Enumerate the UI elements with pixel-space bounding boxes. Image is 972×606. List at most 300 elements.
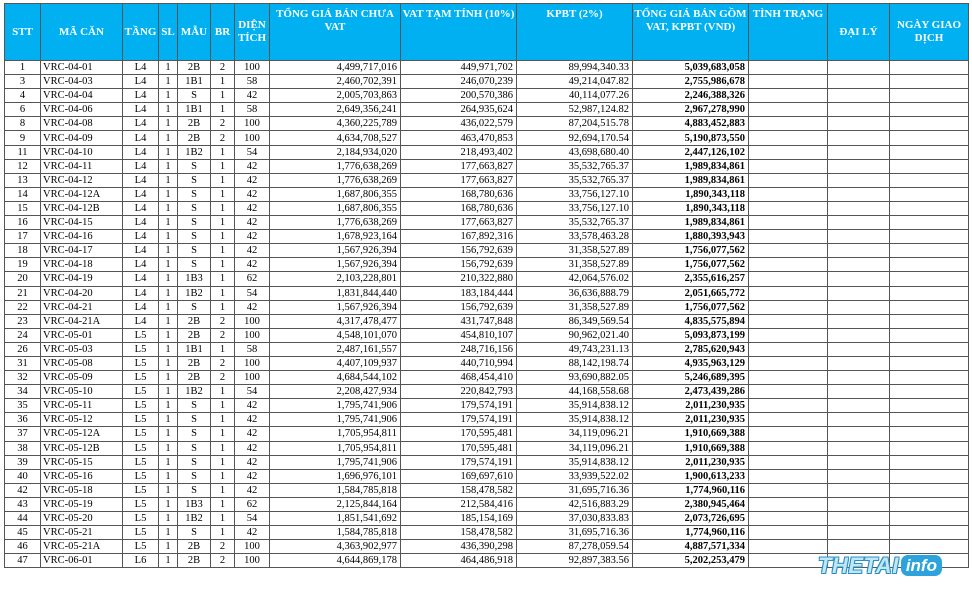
col-kpbt-cell: 49,743,231.13	[517, 342, 633, 356]
table-row	[5, 201, 969, 215]
col-tinh-trang-cell	[749, 314, 828, 328]
col-dien-tich-cell: 42	[235, 526, 270, 540]
col-br-cell: 2	[211, 117, 235, 131]
col-ma-can-header: MÃ CĂN	[41, 4, 123, 61]
col-ma-can-cell: VRC-05-21	[41, 526, 123, 540]
col-br-cell: 2	[211, 61, 235, 75]
col-vat-cell: 179,574,191	[401, 455, 517, 469]
col-tinh-trang-cell	[749, 216, 828, 230]
col-sl-cell: 1	[159, 159, 178, 173]
col-ma-can-cell: VRC-04-10	[41, 145, 123, 159]
col-tang-cell: L5	[123, 342, 159, 356]
col-stt-cell: 36	[5, 413, 41, 427]
col-ngay-giao-dich-cell	[890, 342, 969, 356]
col-tinh-trang-cell	[749, 272, 828, 286]
col-mau-cell: 1B2	[178, 286, 211, 300]
col-vat-cell: 468,454,410	[401, 371, 517, 385]
col-ma-can-cell: VRC-04-16	[41, 230, 123, 244]
table-row	[5, 413, 969, 427]
col-tinh-trang-cell	[749, 512, 828, 526]
col-sl-cell: 1	[159, 103, 178, 117]
col-dai-ly-cell	[828, 131, 890, 145]
col-ngay-giao-dich-cell	[890, 540, 969, 554]
col-sl-cell: 1	[159, 483, 178, 497]
col-tong-gia-gom-vat-cell: 4,887,571,334	[633, 540, 749, 554]
col-vat-cell: 156,792,639	[401, 258, 517, 272]
col-dien-tich-cell: 42	[235, 300, 270, 314]
col-ma-can-cell: VRC-05-12B	[41, 441, 123, 455]
table-row	[5, 300, 969, 314]
col-sl-cell: 1	[159, 399, 178, 413]
col-vat-cell: 183,184,444	[401, 286, 517, 300]
col-tinh-trang-cell	[749, 201, 828, 215]
table-row	[5, 427, 969, 441]
col-mau-cell: S	[178, 526, 211, 540]
col-dien-tich-cell: 100	[235, 314, 270, 328]
col-tang-cell: L5	[123, 483, 159, 497]
col-sl-cell: 1	[159, 314, 178, 328]
table-row	[5, 483, 969, 497]
col-dai-ly-cell	[828, 103, 890, 117]
col-stt-cell: 11	[5, 145, 41, 159]
col-tong-gia-chua-vat-cell: 2,487,161,557	[270, 342, 401, 356]
col-kpbt-cell: 34,119,096.21	[517, 441, 633, 455]
col-tang-cell: L4	[123, 145, 159, 159]
col-ma-can-cell: VRC-04-01	[41, 61, 123, 75]
col-mau-cell: S	[178, 427, 211, 441]
col-mau-cell: S	[178, 201, 211, 215]
col-tong-gia-chua-vat-cell: 2,005,703,863	[270, 89, 401, 103]
col-tong-gia-gom-vat-cell: 2,785,620,943	[633, 342, 749, 356]
col-br-cell: 1	[211, 159, 235, 173]
col-vat-cell: 167,892,316	[401, 230, 517, 244]
col-ma-can-cell: VRC-05-09	[41, 371, 123, 385]
col-tang-cell: L4	[123, 286, 159, 300]
table-row	[5, 356, 969, 370]
col-tong-gia-chua-vat-cell: 1,687,806,355	[270, 187, 401, 201]
col-tinh-trang-cell	[749, 159, 828, 173]
col-dien-tich-cell: 62	[235, 272, 270, 286]
col-tang-cell: L5	[123, 399, 159, 413]
col-tong-gia-gom-vat-cell: 2,755,986,678	[633, 75, 749, 89]
col-tinh-trang-cell	[749, 554, 828, 568]
col-ngay-giao-dich-cell	[890, 244, 969, 258]
table-row	[5, 216, 969, 230]
col-kpbt-cell: 36,636,888.79	[517, 286, 633, 300]
col-mau-cell: S	[178, 187, 211, 201]
col-dai-ly-cell	[828, 540, 890, 554]
col-mau-cell: 2B	[178, 371, 211, 385]
col-ma-can-cell: VRC-04-08	[41, 117, 123, 131]
col-dai-ly-cell	[828, 258, 890, 272]
col-tong-gia-gom-vat-cell: 1,989,834,861	[633, 159, 749, 173]
col-tinh-trang-cell	[749, 173, 828, 187]
col-tong-gia-gom-vat-cell: 1,756,077,562	[633, 300, 749, 314]
col-dai-ly-cell	[828, 244, 890, 258]
col-tong-gia-chua-vat-cell: 1,705,954,811	[270, 441, 401, 455]
col-sl-cell: 1	[159, 272, 178, 286]
col-mau-cell: S	[178, 216, 211, 230]
col-tinh-trang-cell	[749, 385, 828, 399]
col-stt-cell: 38	[5, 441, 41, 455]
col-dien-tich-cell: 62	[235, 497, 270, 511]
col-br-cell: 2	[211, 328, 235, 342]
col-tong-gia-gom-vat-cell: 5,202,253,479	[633, 554, 749, 568]
col-sl-cell: 1	[159, 441, 178, 455]
col-stt-cell: 13	[5, 173, 41, 187]
col-sl-cell: 1	[159, 540, 178, 554]
col-tinh-trang-cell	[749, 497, 828, 511]
col-tang-cell: L4	[123, 159, 159, 173]
col-mau-cell: 2B	[178, 356, 211, 370]
col-kpbt-cell: 31,358,527.89	[517, 300, 633, 314]
col-mau-cell: 2B	[178, 540, 211, 554]
col-dien-tich-cell: 54	[235, 385, 270, 399]
col-tong-gia-chua-vat-cell: 1,705,954,811	[270, 427, 401, 441]
table-header	[5, 4, 969, 61]
col-dien-tich-cell: 100	[235, 117, 270, 131]
col-tang-cell: L4	[123, 216, 159, 230]
col-tinh-trang-cell	[749, 89, 828, 103]
col-tinh-trang-cell	[749, 244, 828, 258]
col-tang-cell: L5	[123, 455, 159, 469]
col-tinh-trang-cell	[749, 117, 828, 131]
col-sl-cell: 1	[159, 554, 178, 568]
col-tong-gia-gom-vat-cell: 1,756,077,562	[633, 258, 749, 272]
col-dai-ly-cell	[828, 300, 890, 314]
col-ngay-giao-dich-cell	[890, 427, 969, 441]
col-mau-cell: S	[178, 469, 211, 483]
col-sl-cell: 1	[159, 75, 178, 89]
watermark-logo	[818, 553, 942, 579]
col-dai-ly-cell	[828, 272, 890, 286]
col-dien-tich-cell: 58	[235, 103, 270, 117]
col-vat-cell: 156,792,639	[401, 244, 517, 258]
col-stt-cell: 22	[5, 300, 41, 314]
col-tang-cell: L6	[123, 554, 159, 568]
col-br-cell: 1	[211, 483, 235, 497]
col-vat-cell: 158,478,582	[401, 526, 517, 540]
col-stt-cell: 47	[5, 554, 41, 568]
price-table	[4, 3, 969, 568]
col-ngay-giao-dich-cell	[890, 286, 969, 300]
col-br-cell: 1	[211, 441, 235, 455]
col-tong-gia-chua-vat-cell: 4,407,109,937	[270, 356, 401, 370]
col-mau-cell: S	[178, 159, 211, 173]
col-tang-cell: L5	[123, 469, 159, 483]
col-vat-cell: 212,584,416	[401, 497, 517, 511]
table-row	[5, 314, 969, 328]
col-vat-cell: 158,478,582	[401, 483, 517, 497]
col-sl-cell: 1	[159, 526, 178, 540]
col-tong-gia-gom-vat-cell: 2,967,278,990	[633, 103, 749, 117]
col-dai-ly-cell	[828, 159, 890, 173]
col-tong-gia-chua-vat-cell: 4,360,225,789	[270, 117, 401, 131]
col-stt-cell: 20	[5, 272, 41, 286]
col-dai-ly-cell	[828, 201, 890, 215]
table-row	[5, 272, 969, 286]
col-dai-ly-cell	[828, 145, 890, 159]
col-dien-tich-cell: 54	[235, 145, 270, 159]
col-br-cell: 1	[211, 385, 235, 399]
col-ma-can-cell: VRC-05-21A	[41, 540, 123, 554]
col-dai-ly-cell	[828, 117, 890, 131]
col-ma-can-cell: VRC-04-12	[41, 173, 123, 187]
col-sl-cell: 1	[159, 512, 178, 526]
table-row	[5, 61, 969, 75]
col-tong-gia-gom-vat-cell: 2,473,439,286	[633, 385, 749, 399]
col-kpbt-cell: 49,214,047.82	[517, 75, 633, 89]
col-ngay-giao-dich-cell	[890, 201, 969, 215]
col-dai-ly-cell	[828, 427, 890, 441]
table-row	[5, 230, 969, 244]
col-br-cell: 1	[211, 526, 235, 540]
col-kpbt-cell: 31,358,527.89	[517, 258, 633, 272]
col-dien-tich-cell: 58	[235, 342, 270, 356]
col-tong-gia-gom-vat-cell: 2,447,126,102	[633, 145, 749, 159]
col-br-cell: 2	[211, 131, 235, 145]
col-ngay-giao-dich-cell	[890, 230, 969, 244]
col-dien-tich-cell: 42	[235, 483, 270, 497]
col-stt-header: STT	[5, 4, 41, 61]
col-ma-can-cell: VRC-04-17	[41, 244, 123, 258]
col-tang-cell: L4	[123, 187, 159, 201]
col-vat-cell: 156,792,639	[401, 300, 517, 314]
col-tang-cell: L4	[123, 230, 159, 244]
col-br-cell: 1	[211, 413, 235, 427]
col-kpbt-cell: 35,532,765.37	[517, 173, 633, 187]
col-vat-cell: 185,154,169	[401, 512, 517, 526]
col-tong-gia-gom-vat-cell: 1,989,834,861	[633, 173, 749, 187]
col-tinh-trang-cell	[749, 286, 828, 300]
col-kpbt-cell: 31,695,716.36	[517, 526, 633, 540]
col-tang-cell: L4	[123, 244, 159, 258]
col-dien-tich-cell: 42	[235, 469, 270, 483]
col-tinh-trang-cell	[749, 103, 828, 117]
col-vat-cell: 454,810,107	[401, 328, 517, 342]
col-kpbt-cell: 35,914,838.12	[517, 413, 633, 427]
col-sl-cell: 1	[159, 61, 178, 75]
col-ma-can-cell: VRC-05-03	[41, 342, 123, 356]
col-tong-gia-gom-vat-cell: 2,011,230,935	[633, 413, 749, 427]
table-row	[5, 145, 969, 159]
col-mau-cell: 1B3	[178, 497, 211, 511]
col-stt-cell: 26	[5, 342, 41, 356]
col-vat-cell: 177,663,827	[401, 159, 517, 173]
col-vat-cell: 169,697,610	[401, 469, 517, 483]
col-tong-gia-gom-vat-cell: 2,051,665,772	[633, 286, 749, 300]
col-br-cell: 1	[211, 230, 235, 244]
col-stt-cell: 14	[5, 187, 41, 201]
col-tong-gia-gom-vat-cell: 1,880,393,943	[633, 230, 749, 244]
col-ngay-giao-dich-cell	[890, 413, 969, 427]
col-tong-gia-chua-vat-cell: 1,678,923,164	[270, 230, 401, 244]
col-tong-gia-gom-vat-cell: 1,774,960,116	[633, 483, 749, 497]
col-kpbt-cell: 86,349,569.54	[517, 314, 633, 328]
table-row	[5, 117, 969, 131]
col-kpbt-cell: 93,690,882.05	[517, 371, 633, 385]
col-br-cell: 1	[211, 187, 235, 201]
col-tinh-trang-cell	[749, 131, 828, 145]
col-tong-gia-chua-vat-cell: 1,584,785,818	[270, 483, 401, 497]
col-dai-ly-cell	[828, 342, 890, 356]
col-br-cell: 1	[211, 427, 235, 441]
col-br-cell: 2	[211, 371, 235, 385]
col-tang-cell: L4	[123, 314, 159, 328]
table-row	[5, 455, 969, 469]
col-dai-ly-cell	[828, 187, 890, 201]
col-ma-can-cell: VRC-05-15	[41, 455, 123, 469]
col-br-cell: 1	[211, 258, 235, 272]
table-row	[5, 342, 969, 356]
col-ma-can-cell: VRC-05-19	[41, 497, 123, 511]
col-vat-cell: 218,493,402	[401, 145, 517, 159]
col-dien-tich-cell: 100	[235, 554, 270, 568]
col-vat-cell: 436,022,579	[401, 117, 517, 131]
col-dai-ly-cell	[828, 328, 890, 342]
col-mau-cell: 2B	[178, 131, 211, 145]
col-sl-cell: 1	[159, 385, 178, 399]
col-ngay-giao-dich-cell	[890, 497, 969, 511]
col-tinh-trang-cell	[749, 427, 828, 441]
col-ngay-giao-dich-cell	[890, 441, 969, 455]
table-row	[5, 173, 969, 187]
col-mau-cell: S	[178, 244, 211, 258]
col-kpbt-cell: 37,030,833.83	[517, 512, 633, 526]
col-stt-cell: 31	[5, 356, 41, 370]
col-ngay-giao-dich-cell	[890, 61, 969, 75]
col-tang-cell: L4	[123, 272, 159, 286]
col-dien-tich-cell: 100	[235, 131, 270, 145]
col-ngay-giao-dich-cell	[890, 258, 969, 272]
col-dai-ly-cell	[828, 455, 890, 469]
col-tong-gia-chua-vat-cell: 2,208,427,934	[270, 385, 401, 399]
col-tang-cell: L4	[123, 300, 159, 314]
col-dien-tich-cell: 42	[235, 427, 270, 441]
col-dien-tich-cell: 42	[235, 89, 270, 103]
col-tang-cell: L4	[123, 201, 159, 215]
col-tang-cell: L4	[123, 117, 159, 131]
col-dien-tich-cell: 42	[235, 441, 270, 455]
col-tong-gia-gom-vat-cell: 2,011,230,935	[633, 455, 749, 469]
col-sl-cell: 1	[159, 201, 178, 215]
col-dai-ly-cell	[828, 286, 890, 300]
col-sl-cell: 1	[159, 145, 178, 159]
col-tong-gia-chua-vat-cell: 1,795,741,906	[270, 455, 401, 469]
col-sl-cell: 1	[159, 230, 178, 244]
col-dien-tich-cell: 42	[235, 201, 270, 215]
col-kpbt-cell: 42,064,576.02	[517, 272, 633, 286]
col-vat-cell: 168,780,636	[401, 201, 517, 215]
col-kpbt-cell: 33,756,127.10	[517, 201, 633, 215]
col-tang-cell: L5	[123, 526, 159, 540]
col-tong-gia-chua-vat-cell: 4,548,101,070	[270, 328, 401, 342]
col-tong-gia-chua-vat-cell: 2,460,702,391	[270, 75, 401, 89]
col-ma-can-cell: VRC-05-01	[41, 328, 123, 342]
col-stt-cell: 8	[5, 117, 41, 131]
col-tong-gia-gom-vat-cell: 5,190,873,550	[633, 131, 749, 145]
col-sl-cell: 1	[159, 187, 178, 201]
col-kpbt-cell: 87,204,515.78	[517, 117, 633, 131]
col-tong-gia-chua-vat-cell: 1,567,926,394	[270, 300, 401, 314]
col-tang-cell: L4	[123, 103, 159, 117]
col-kpbt-cell: 31,358,527.89	[517, 244, 633, 258]
col-mau-cell: 1B2	[178, 145, 211, 159]
col-vat-cell: 463,470,853	[401, 131, 517, 145]
col-ngay-giao-dich-cell	[890, 385, 969, 399]
col-ngay-giao-dich-cell	[890, 512, 969, 526]
col-tong-gia-gom-vat-cell: 5,246,689,395	[633, 371, 749, 385]
col-tang-cell: L5	[123, 371, 159, 385]
col-tong-gia-chua-vat-cell: 4,684,544,102	[270, 371, 401, 385]
col-sl-cell: 1	[159, 328, 178, 342]
col-mau-cell: 1B1	[178, 75, 211, 89]
col-stt-cell: 23	[5, 314, 41, 328]
col-ngay-giao-dich-cell	[890, 300, 969, 314]
col-br-cell: 1	[211, 399, 235, 413]
table-row	[5, 131, 969, 145]
col-tinh-trang-cell	[749, 342, 828, 356]
col-tong-gia-gom-vat-cell: 2,380,945,464	[633, 497, 749, 511]
table-row	[5, 328, 969, 342]
col-vat-cell: 449,971,702	[401, 61, 517, 75]
col-tang-cell: L4	[123, 173, 159, 187]
col-tong-gia-chua-vat-cell: 1,776,638,269	[270, 159, 401, 173]
table-row	[5, 103, 969, 117]
table-row	[5, 371, 969, 385]
table-row	[5, 244, 969, 258]
col-sl-cell: 1	[159, 131, 178, 145]
col-ma-can-cell: VRC-04-12B	[41, 201, 123, 215]
col-br-cell: 2	[211, 356, 235, 370]
col-dai-ly-cell	[828, 469, 890, 483]
col-tong-gia-gom-vat-cell: 1,910,669,388	[633, 427, 749, 441]
col-kpbt-cell: 92,897,383.56	[517, 554, 633, 568]
col-vat-cell: 179,574,191	[401, 413, 517, 427]
col-kpbt-cell: 33,578,463.28	[517, 230, 633, 244]
col-vat-cell: 177,663,827	[401, 216, 517, 230]
col-ngay-giao-dich-cell	[890, 173, 969, 187]
col-br-cell: 1	[211, 455, 235, 469]
col-dien-tich-cell: 58	[235, 75, 270, 89]
col-sl-cell: 1	[159, 342, 178, 356]
col-tinh-trang-cell	[749, 413, 828, 427]
table-row	[5, 526, 969, 540]
col-ma-can-cell: VRC-04-20	[41, 286, 123, 300]
col-stt-cell: 4	[5, 89, 41, 103]
col-stt-cell: 9	[5, 131, 41, 145]
col-stt-cell: 45	[5, 526, 41, 540]
col-kpbt-cell: 34,119,096.21	[517, 427, 633, 441]
col-vat-cell: 210,322,880	[401, 272, 517, 286]
col-ma-can-cell: VRC-04-03	[41, 75, 123, 89]
col-dien-tich-cell: 54	[235, 512, 270, 526]
col-stt-cell: 24	[5, 328, 41, 342]
col-dien-tich-cell: 100	[235, 356, 270, 370]
col-dai-ly-cell	[828, 314, 890, 328]
col-mau-cell: 1B2	[178, 512, 211, 526]
col-mau-cell: 2B	[178, 328, 211, 342]
col-ngay-giao-dich-cell	[890, 469, 969, 483]
col-tong-gia-gom-vat-header: TỔNG GIÁ BÁN GỒM VAT, KPBT (VND)	[633, 4, 749, 61]
col-tinh-trang-cell	[749, 399, 828, 413]
col-mau-cell: 2B	[178, 117, 211, 131]
col-ngay-giao-dich-cell	[890, 216, 969, 230]
col-tinh-trang-cell	[749, 300, 828, 314]
col-dai-ly-cell	[828, 75, 890, 89]
col-ma-can-cell: VRC-04-04	[41, 89, 123, 103]
col-dai-ly-cell	[828, 61, 890, 75]
